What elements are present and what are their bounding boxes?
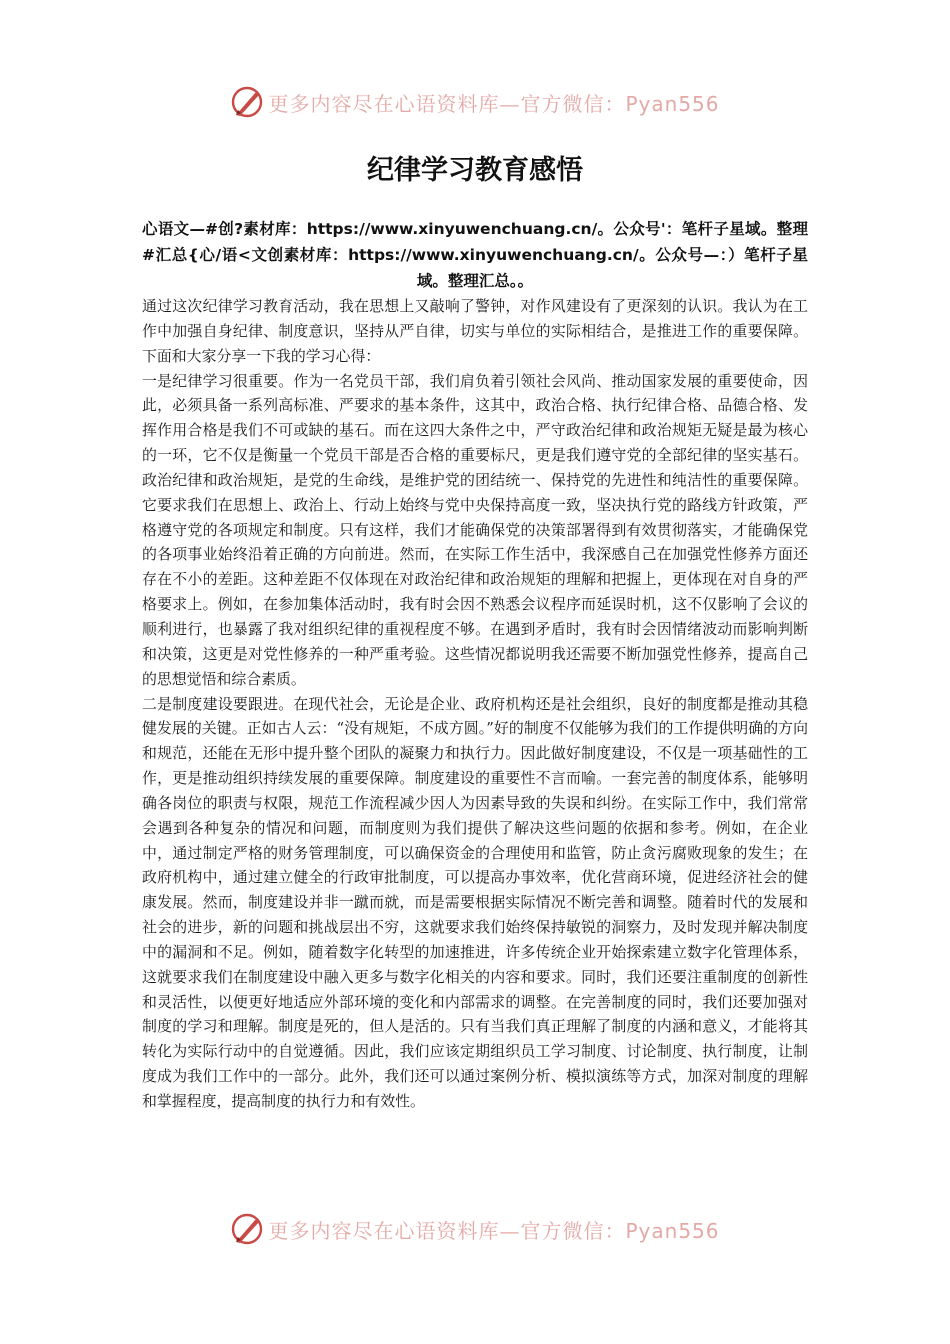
footer-banner <box>0 1209 950 1249</box>
pen-logo-icon <box>230 85 264 119</box>
banner-text: 更多内容尽在心语资料库—官方微信：Pyan556 <box>268 91 720 116</box>
paragraph-intro: 通过这次纪律学习教育活动，我在思想上又敲响了警钟，对作风建设有了更深刻的认识。我认为在工作中加强自身纪律、制度意识，坚持从严自律，切实与单位的实际相结合，是推进工作的重要保障。下面和大家分享一下我的学习心得： <box>142 297 808 365</box>
page-title: 纪律学习教育感悟 <box>367 155 583 186</box>
source-note: 心语文—#创?素材库：https://www.xinyuwenchuang.cn/。公众号'：笔杆子星域。整理#汇总{心/语<文创素材库：https://www.xinyuwenchuang.cn/。公众号—：）笔杆子星域。整理汇总。。 <box>142 220 808 290</box>
article-body <box>142 294 808 1114</box>
banner-account: Pyan556 <box>625 91 720 116</box>
paragraph-discipline: 一是纪律学习很重要。作为一名党员干部，我们肩负着引领社会风尚、推动国家发展的重要使命，因此，必须具备一系列高标准、严要求的基本条件，这其中，政治合格、执行纪律合格、品德合格、发挥作用合格是我们不可或缺的基石。而在这四大条件之中，严守政治纪律和政治规矩无疑是最为核心的一环，它不仅是衡量一个党员干部是否合格的重要标尺，更是我们遵守党的全部纪律的坚实基石。政治纪律和政治规矩，是党的生命线，是维护党的团结统一、保持党的先进性和纯洁性的重要保障。它要求我们在思想上、政治上、行动上始终与党中央保持高度一致，坚决执行党的路线方针政策，严格遵守党的各项规定和制度。只有这样，我们才能确保党的决策部署得到有效贯彻落实，才能确保党的各项事业始终沿着正确的方向前进。然而，在实际工作生活中，我深感自己在加强党性修养方面还存在不小的差距。这种差距不仅体现在对政治纪律和政治规矩的理解和把握上，更体现在对自身的严格要求上。例如，在参加集体活动时，我有时会因不熟悉会议程序而延误时机，这不仅影响了会议的顺利进行，也暴露了我对组织纪律的重视程度不够。在遇到矛盾时，我有时会因情绪波动而影响判断和决策，这更是对党性修养的一种严重考验。这些情况都说明我还需要不断加强党性修养，提高自己的思想觉悟和综合素质。 <box>142 371 808 688</box>
pen-logo-icon <box>230 1212 264 1246</box>
banner-account: Pyan556 <box>625 1218 720 1243</box>
banner-text: 更多内容尽在心语资料库—官方微信：Pyan556 <box>268 1218 720 1243</box>
header-banner <box>0 82 950 122</box>
paragraph-system: 二是制度建设要跟进。在现代社会，无论是企业、政府机构还是社会组织，良好的制度都是推动其稳健发展的关键。正如古人云：“没有规矩，不成方圆。”好的制度不仅能够为我们的工作提供明确的方向和规范，还能在无形中提升整个团队的凝聚力和执行力。因此做好制度建设，不仅是一项基础性的工作，更是推动组织持续发展的重要保障。制度建设的重要性不言而喻。一套完善的制度体系，能够明确各岗位的职责与权限，规范工作流程减少因人为因素导致的失误和纠纷。在实际工作中，我们常常会遇到各种复杂的情况和问题，而制度则为我们提供了解决这些问题的依据和参考。例如，在企业中，通过制定严格的财务管理制度，可以确保资金的合理使用和监管，防止贪污腐败现象的发生；在政府机构中，通过建立健全的行政审批制度，可以提高办事效率，优化营商环境，促进经济社会的健康发展。然而，制度建设并非一蹴而就，而是需要根据实际情况不断完善和调整。随着时代的发展和社会的进步，新的问题和挑战层出不穷，这就要求我们始终保持敏锐的洞察力，及时发现并解决制度中的漏洞和不足。例如，随着数字化转型的加速推进，许多传统企业开始探索建立数字化管理体系，这就要求我们在制度建设中融入更多与数字化相关的内容和要求。同时，我们还要注重制度的创新性和灵活性，以便更好地适应外部环境的变化和内部需求的调整。在完善制度的同时，我们还要加强对制度的学习和理解。制度是死的，但人是活的。只有当我们真正理解了制度的内涵和意义，才能将其转化为实际行动中的自觉遵循。因此，我们应该定期组织员工学习制度、讨论制度、执行制度，让制度成为我们工作中的一部分。此外，我们还可以通过案例分析、模拟演练等方式，加深对制度的理解和掌握程度，提高制度的执行力和有效性。 <box>142 694 808 1110</box>
